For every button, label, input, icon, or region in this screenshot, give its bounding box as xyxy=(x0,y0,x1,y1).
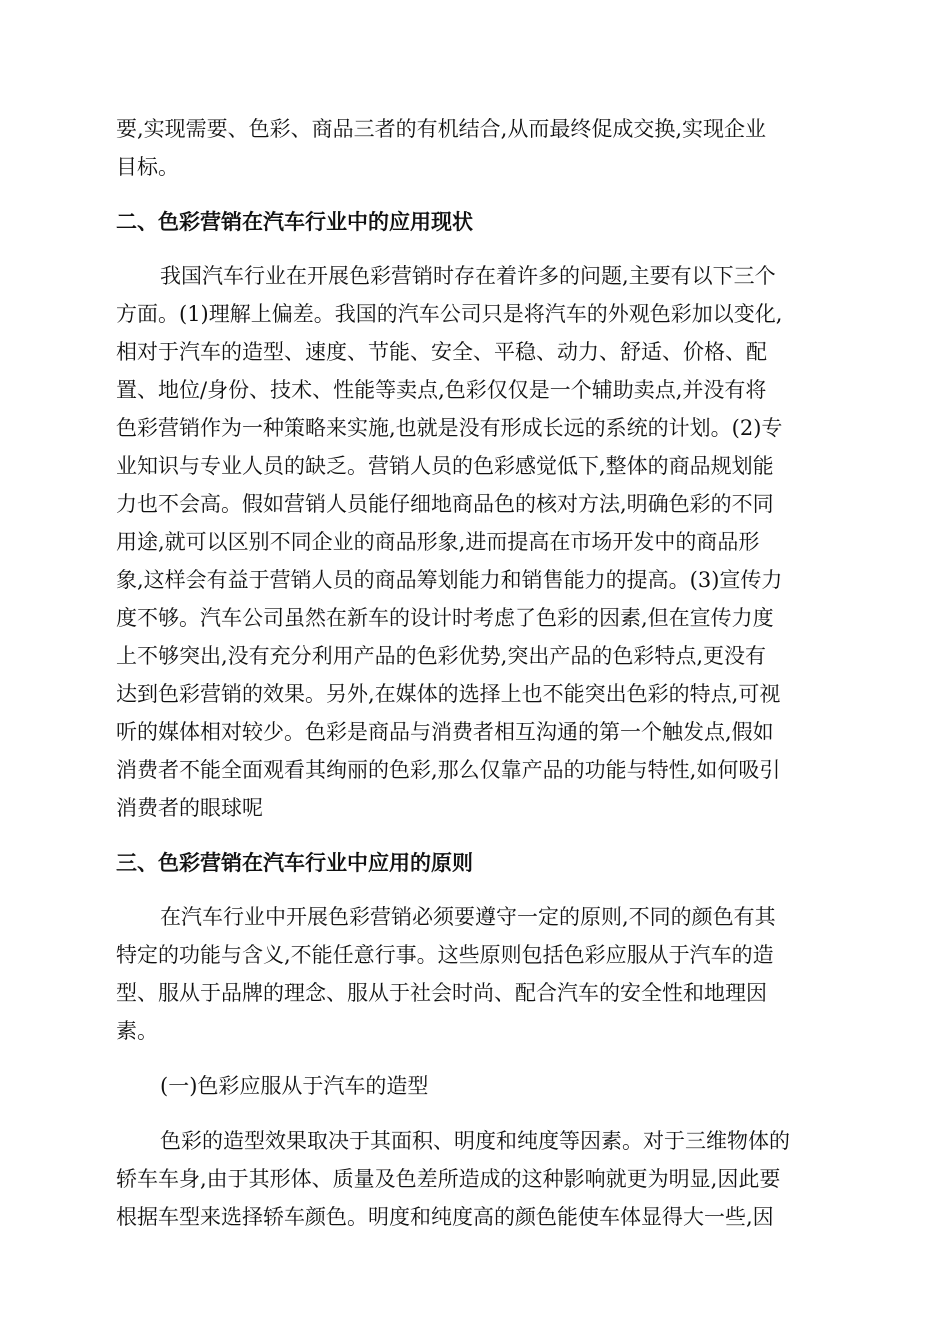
paragraph-line: 色彩的造型效果取决于其面积、明度和纯度等因素。对于三维物体的 xyxy=(160,1129,790,1153)
paragraph-line: 型、服从于品牌的理念、服从于社会时尚、配合汽车的安全性和地理因 xyxy=(116,981,767,1005)
paragraph-line: 置、地位/身份、技术、性能等卖点,色彩仅仅是一个辅助卖点,并没有将 xyxy=(116,378,767,402)
paragraph-line: 要,实现需要、色彩、商品三者的有机结合,从而最终促成交换,实现企业 xyxy=(116,117,767,141)
paragraph-line: 消费者的眼球呢 xyxy=(116,796,263,820)
subsection-heading: (一)色彩应服从于汽车的造型 xyxy=(160,1074,429,1098)
paragraph-line: 色彩营销作为一种策略来实施,也就是没有形成长远的系统的计划。(2)专 xyxy=(116,416,783,440)
paragraph-line: 业知识与专业人员的缺乏。营销人员的色彩感觉低下,整体的商品规划能 xyxy=(116,454,774,478)
paragraph-line: 达到色彩营销的效果。另外,在媒体的选择上也不能突出色彩的特点,可视 xyxy=(116,682,781,706)
paragraph-line: 我国汽车行业在开展色彩营销时存在着许多的问题,主要有以下三个 xyxy=(160,264,776,288)
paragraph-line: 消费者不能全面观看其绚丽的色彩,那么仅靠产品的功能与特性,如何吸引 xyxy=(116,758,781,782)
paragraph-line: 特定的功能与含义,不能任意行事。这些原则包括色彩应服从于汽车的造 xyxy=(116,943,774,967)
paragraph-line: 素。 xyxy=(116,1019,158,1043)
paragraph-line: 用途,就可以区别不同企业的商品形象,进而提高在市场开发中的商品形 xyxy=(116,530,760,554)
paragraph-line: 度不够。汽车公司虽然在新车的设计时考虑了色彩的因素,但在宣传力度 xyxy=(116,606,774,630)
section-heading: 三、色彩营销在汽车行业中应用的原则 xyxy=(116,850,473,875)
section-heading: 二、色彩营销在汽车行业中的应用现状 xyxy=(116,209,473,234)
paragraph-line: 听的媒体相对较少。色彩是商品与消费者相互沟通的第一个触发点,假如 xyxy=(116,720,774,744)
paragraph-line: 象,这样会有益于营销人员的商品筹划能力和销售能力的提高。(3)宣传力 xyxy=(116,568,783,592)
paragraph-line: 力也不会高。假如营销人员能仔细地商品色的核对方法,明确色彩的不同 xyxy=(116,492,774,516)
paragraph-line: 根据车型来选择轿车颜色。明度和纯度高的颜色能使车体显得大一些,因 xyxy=(116,1205,774,1229)
paragraph-line: 上不够突出,没有充分利用产品的色彩优势,突出产品的色彩特点,更没有 xyxy=(116,644,767,668)
paragraph-line: 相对于汽车的造型、速度、节能、安全、平稳、动力、舒适、价格、配 xyxy=(116,340,767,364)
paragraph-line: 在汽车行业中开展色彩营销必须要遵守一定的原则,不同的颜色有其 xyxy=(160,905,776,929)
paragraph-line: 轿车车身,由于其形体、质量及色差所造成的这种影响就更为明显,因此要 xyxy=(116,1167,781,1191)
paragraph-line: 目标。 xyxy=(116,155,179,179)
paragraph-line: 方面。(1)理解上偏差。我国的汽车公司只是将汽车的外观色彩加以变化, xyxy=(116,302,783,326)
